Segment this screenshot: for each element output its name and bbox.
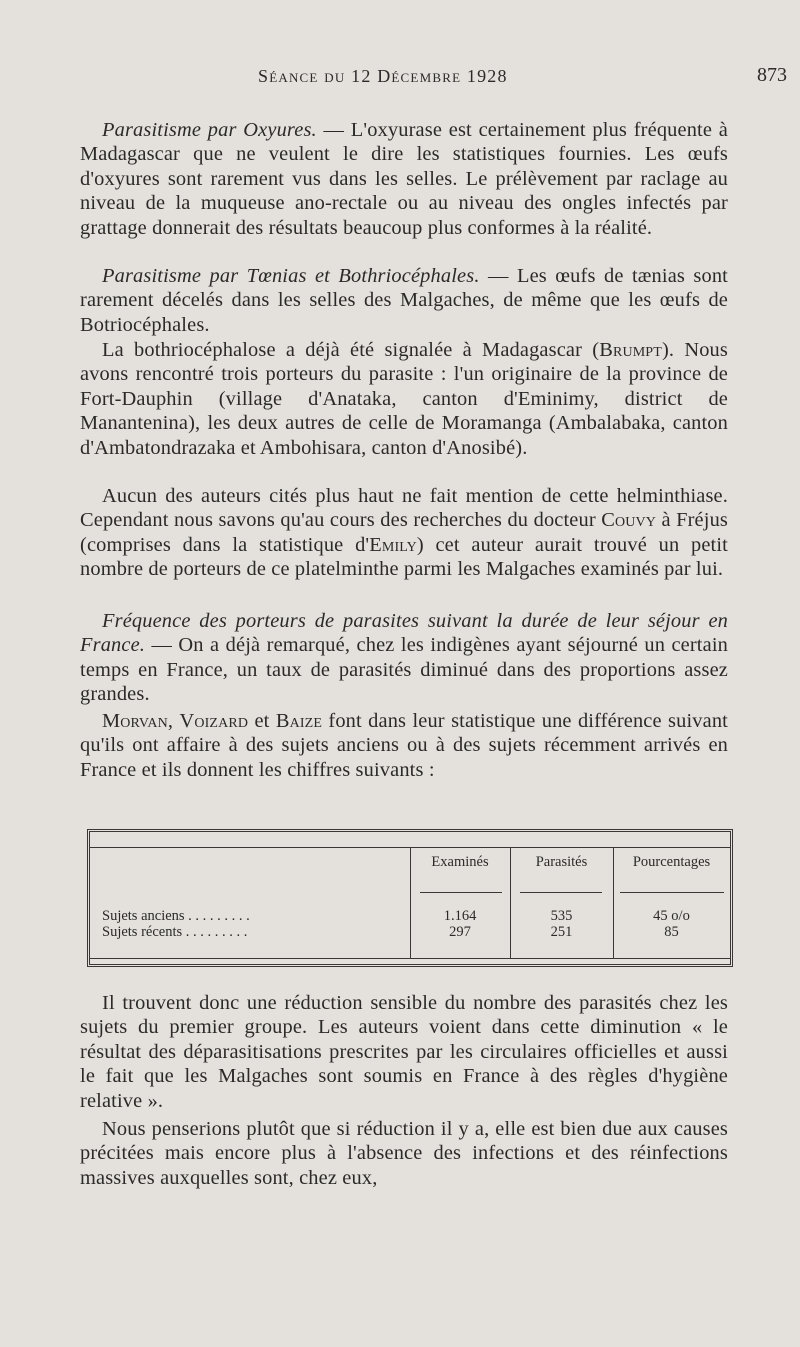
header-rule-3 (620, 892, 724, 893)
running-head (0, 62, 800, 92)
page-number: 873 (757, 64, 787, 86)
table-cell: 85 (664, 924, 679, 940)
running-title: Séance du 12 Décembre 1928 (258, 66, 508, 86)
paragraph-statistique (80, 709, 728, 782)
table-cell: 45 o/o (653, 908, 690, 924)
table-cell: 251 (550, 924, 573, 940)
table-header-examines: Examinés (431, 854, 489, 870)
text-frequence: — On a déjà remarqué, chez les indigènes ayant séjourné un certain temps en France, un taux de parasités diminué dans des proportions assez grandes. (80, 634, 728, 706)
text-bothrio-b: ). Nous avons rencontré trois porteurs du parasite : l'un originaire de la province de Fort-Dauphin (village d'Anataka, canton d'Eminimy, district de Manantenina), les deux autres de celle de Moramanga (Ambalabaka, canton d'Ambatondrazaka et Ambohisara, canton d'Anosibé). (80, 339, 728, 459)
text-conclusion: Nous penserions plutôt que si réduction il y a, elle est bien due aux causes précitées mais encore plus à l'absence des infections et des réinfections massives auxquelles sont, chez eux, (80, 1118, 728, 1189)
data-table (87, 829, 733, 967)
paragraph-taenias (80, 264, 728, 337)
author-voizard: Voizard (179, 710, 249, 732)
table-cell: 1.164 (443, 908, 477, 924)
paragraph-reduction (80, 991, 728, 1113)
author-morvan: Morvan (102, 710, 168, 732)
paragraph-frequence (80, 609, 728, 707)
table-cell: 297 (449, 924, 471, 940)
header-rule-1 (420, 892, 502, 893)
paragraph-conclusion (80, 1117, 728, 1190)
text-oxyures: — L'oxyurase est certainement plus fréquente à Madagascar que ne veulent le dire les statistiques fournies. Les œufs d'oxyures sont rarement vus dans les selles. Le prélèvement par raclage au niveau de la muqueuse ano-rectale ou au niveau des ongles infectés par grattage donnerait des résultats beaucoup plus conformes à la réalité. (80, 119, 728, 239)
table-header-pourcentages: Pourcentages (632, 854, 711, 870)
paragraph-bothriocephalose (80, 338, 728, 460)
author-emily: Emily (369, 533, 417, 556)
text-bothrio-a: La bothriocéphalose a déjà été signalée à Madagascar ( (102, 339, 600, 361)
paragraph-oxyures (80, 118, 728, 240)
separator-2: et (248, 710, 276, 732)
heading-oxyures: Parasitisme par Oxyures. (102, 119, 317, 141)
table-cell: 535 (550, 908, 573, 924)
separator-1: , (167, 710, 180, 732)
table-row-label: Sujets anciens . . . . . . . . . (102, 908, 250, 924)
text-reduction: Il trouvent donc une réduction sensible du nombre des parasités chez les sujets du premier groupe. Les auteurs voient dans cette diminution « le résultat des déparasitisations prescrites par les circulaires officielles et aussi le fait que les Malgaches sont soumis en France à des règles d'hygiène relative ». (80, 992, 728, 1112)
text-taenias: — Les œufs de tænias sont rarement décelés dans les selles des Malgaches, de même que les œufs de Botriocéphales. (80, 265, 728, 336)
paragraph-helminthiase (80, 484, 728, 582)
author-brumpt: Brumpt (599, 339, 662, 361)
text-helminth-a: Aucun des auteurs cités plus haut ne fait mention de cette helminthiase. Cependant nous savons qu'au cours des recherches du docteur (80, 485, 728, 532)
text-helminth-c: ) cet auteur aurait trouvé un petit nombre de porteurs de ce platelminthe parmi les Malgaches examinés par lui. (80, 533, 728, 581)
header-rule-2 (520, 892, 602, 893)
heading-taenias: Parasitisme par Tœnias et Bothriocéphales. (102, 265, 480, 287)
text-helminth-b: à Fréjus (comprises dans la statistique d' (80, 509, 728, 556)
heading-frequence: Fréquence des porteurs de parasites suivant la durée de leur séjour en France. (80, 610, 728, 657)
table-row-label: Sujets récents . . . . . . . . . (102, 924, 248, 940)
author-baize: Baize (275, 710, 323, 732)
text-statistique: font dans leur statistique une différence suivant qu'ils ont affaire à des sujets anciens ou à des sujets récemment arrivés en France et ils donnent les chiffres suivants : (80, 710, 728, 781)
table-header-parasites: Parasités (535, 854, 588, 870)
author-couvy: Couvy (601, 509, 657, 532)
